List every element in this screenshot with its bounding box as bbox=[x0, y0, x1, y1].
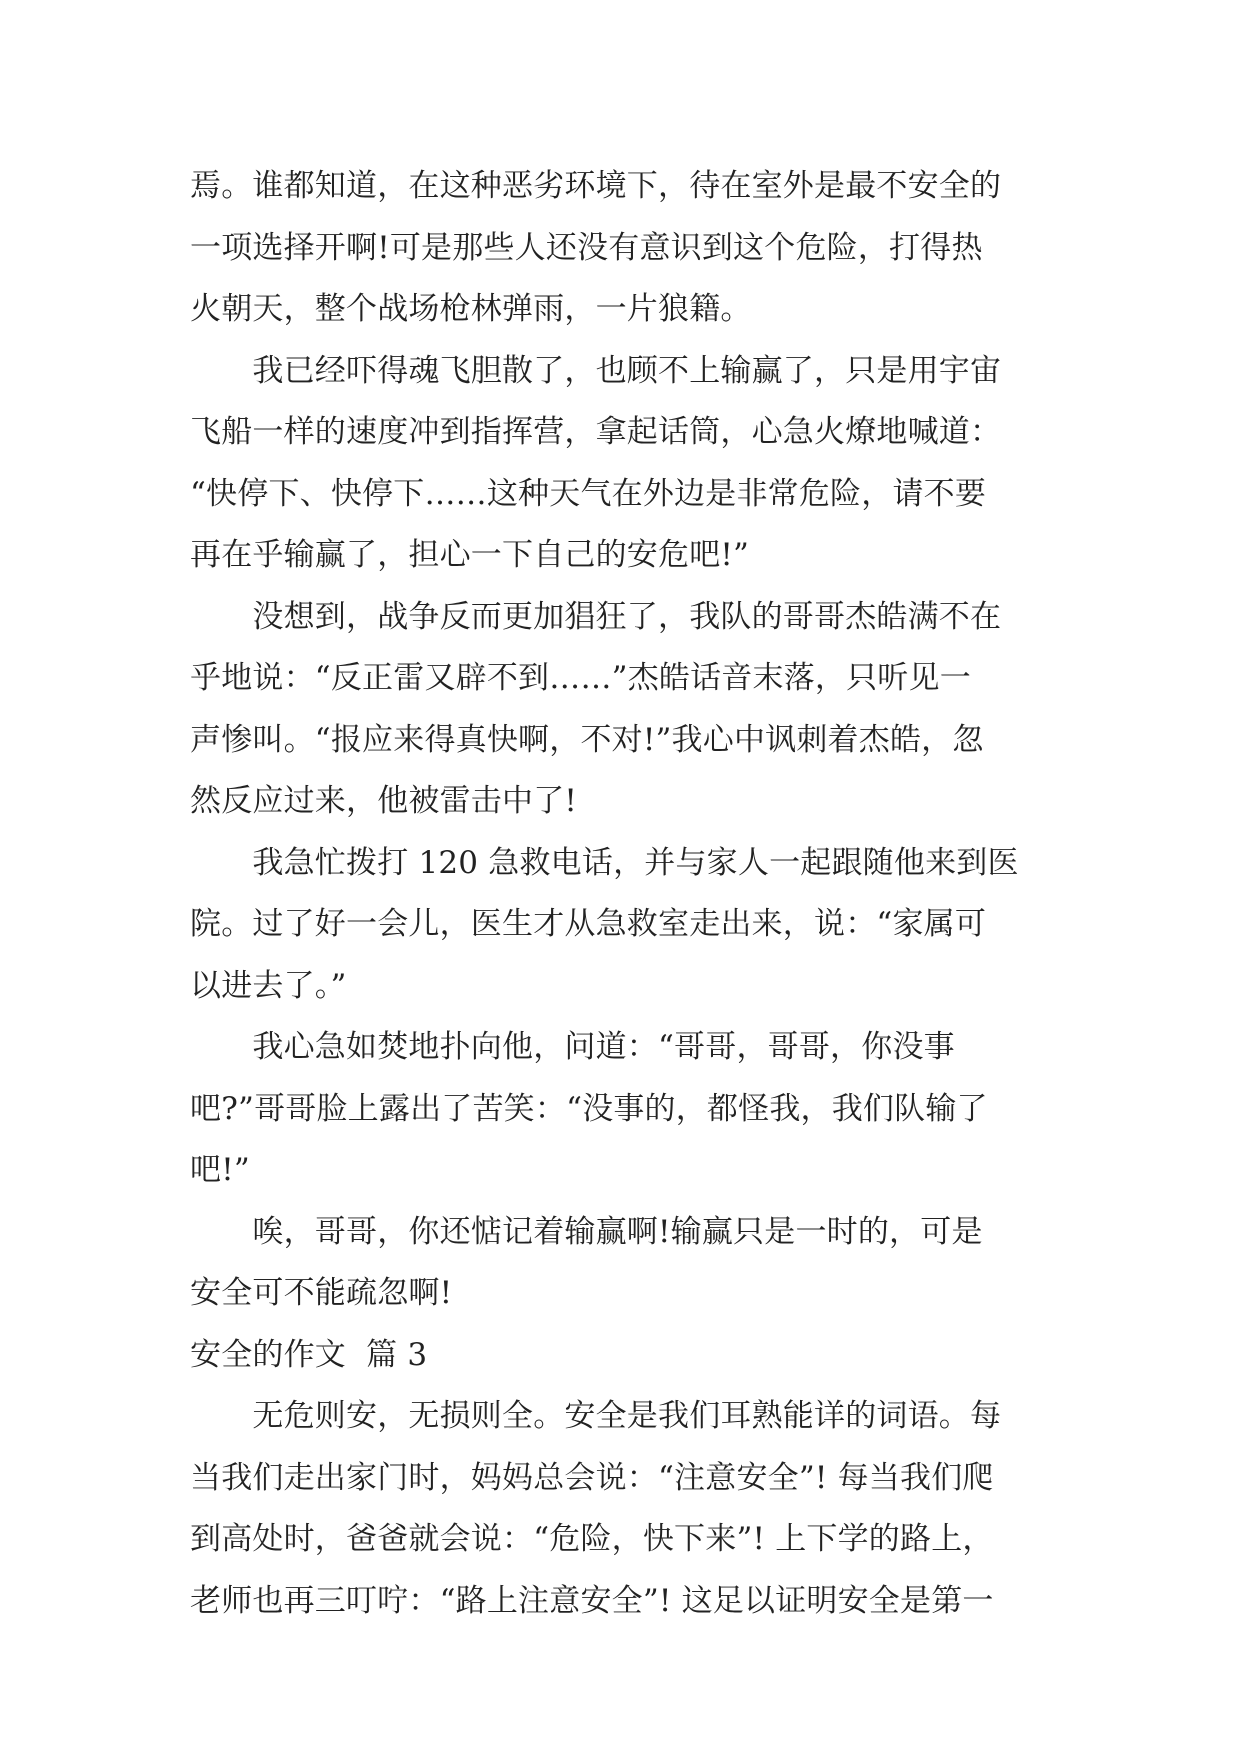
text-line: 火朝天，整个战场枪林弹雨，一片狼籍。 bbox=[190, 291, 752, 327]
text-line: “快停下、快停下……这种天气在外边是非常危险，请不要 bbox=[190, 475, 987, 512]
text-line: 老师也再三叮咛：“路上注意安全”! 这足以证明安全是第一 bbox=[190, 1582, 994, 1619]
text-line: 我已经吓得魂飞胆散了，也顾不上输赢了，只是用宇宙 bbox=[190, 352, 1002, 389]
text-line: 吧!” bbox=[190, 1152, 250, 1188]
section-heading: 安全的作文 篇 3 bbox=[190, 1336, 428, 1373]
text-line: 吧?”哥哥脸上露出了苦笑：“没事的，都怪我，我们队输了 bbox=[190, 1090, 988, 1127]
text-line: 无危则安，无损则全。安全是我们耳熟能详的词语。每 bbox=[190, 1398, 1002, 1434]
text-line: 当我们走出家门时，妈妈总会说：“注意安全”! 每当我们爬 bbox=[190, 1459, 994, 1496]
text-line: 再在乎输赢了，担心一下自己的安危吧!” bbox=[190, 537, 750, 573]
text-line: 焉。谁都知道，在这种恶劣环境下，待在室外是最不安全的 bbox=[190, 168, 1002, 204]
text-line: 到高处时，爸爸就会说：“危险，快下来”! 上下学的路上， bbox=[190, 1521, 994, 1557]
text-line: 没想到，战争反而更加猖狂了，我队的哥哥杰皓满不在 bbox=[190, 598, 1002, 635]
document-body bbox=[190, 156, 1054, 1632]
text-line: 我心急如焚地扑向他，问道：“哥哥，哥哥，你没事 bbox=[190, 1029, 955, 1065]
text-line: 乎地说：“反正雷又辟不到……”杰皓话音末落，只听见一 bbox=[190, 660, 971, 696]
text-line: 声惨叫。“报应来得真快啊，不对!”我心中讽刺着杰皓，忽 bbox=[190, 721, 984, 758]
text-line: 以进去了。” bbox=[190, 967, 347, 1004]
text-line: 飞船一样的速度冲到指挥营，拿起话筒，心急火燎地喊道： bbox=[190, 414, 1002, 450]
text-line: 安全可不能疏忽啊! bbox=[190, 1275, 453, 1311]
text-line: 一项选择开啊!可是那些人还没有意识到这个危险，打得热 bbox=[190, 229, 983, 266]
text-line: 我急忙拨打 120 急救电话，并与家人一起跟随他来到医 bbox=[190, 844, 1019, 881]
text-line: 唉，哥哥，你还惦记着输赢啊!输赢只是一时的，可是 bbox=[190, 1213, 983, 1250]
text-line: 然反应过来，他被雷击中了! bbox=[190, 783, 578, 819]
text-line: 院。过了好一会儿，医生才从急救室走出来，说：“家属可 bbox=[190, 906, 987, 942]
